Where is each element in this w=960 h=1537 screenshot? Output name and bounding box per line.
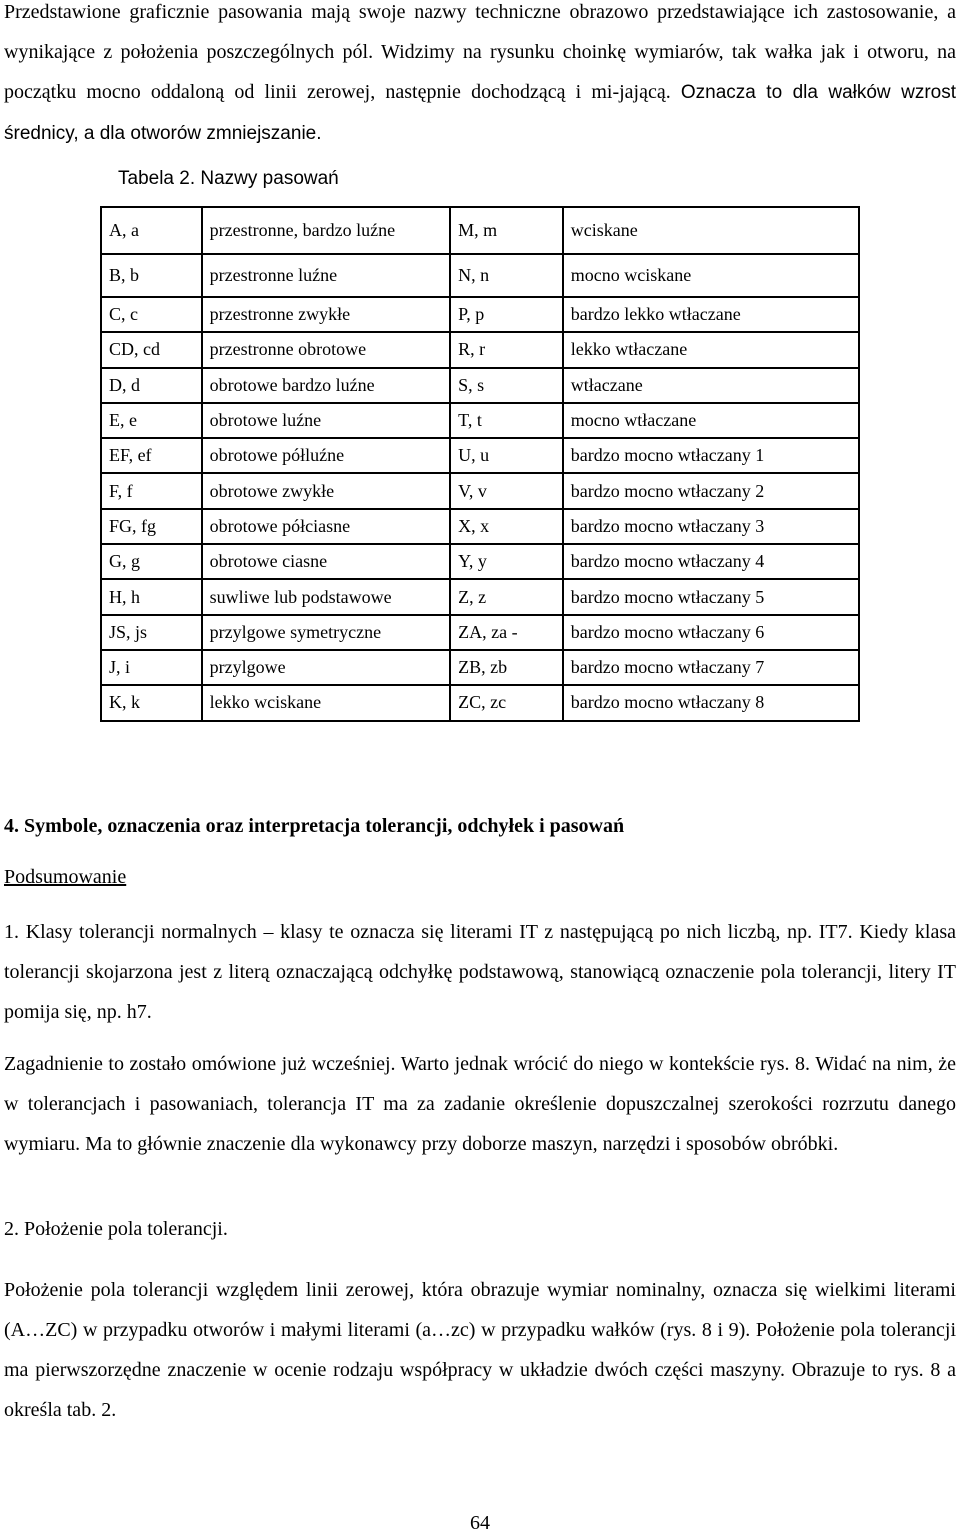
hole-symbol-cell: B, b [101, 254, 202, 297]
hole-fit-name-cell: przylgowe [202, 650, 451, 685]
shaft-symbol-cell: U, u [450, 438, 563, 473]
hole-fit-name-cell: obrotowe bardzo luźne [202, 368, 451, 403]
intro-text: Przedstawione graficznie pasowania mają swoje nazwy techniczne obrazowo przedstawiające ich zastosowanie, a wynikające z położenia poszczególnych pól. Widzimy na rysunku choinkę wymiarów, tak wałka jak i otworu, na początku mocno oddaloną od linii zerowej, następnie dochodzącą i mi-jającą. [4, 1, 956, 103]
page-number: 64 [470, 1512, 490, 1534]
shaft-symbol-cell: X, x [450, 509, 563, 544]
table-row [101, 207, 859, 254]
hole-symbol-cell: E, e [101, 403, 202, 438]
hole-fit-name-cell: obrotowe ciasne [202, 544, 451, 579]
hole-symbol-cell: H, h [101, 579, 202, 614]
hole-symbol-cell: F, f [101, 473, 202, 508]
hole-symbol-cell: C, c [101, 297, 202, 332]
hole-fit-name-cell: przestronne, bardzo luźne [202, 207, 451, 254]
shaft-fit-name-cell: mocno wtłaczane [563, 403, 859, 438]
shaft-fit-name-cell: mocno wciskane [563, 254, 859, 297]
shaft-fit-name-cell: bardzo mocno wtłaczany 5 [563, 579, 859, 614]
paragraph-tolerance-width: Zagadnienie to zostało omówione już wcześniej. Warto jednak wrócić do niego w kontekście rys. 8. Widać na nim, że w tolerancjach i pasowaniach, tolerancja IT ma za zadanie określenie dopuszczalnej szerokości rozrzutu danego wymiaru. Ma to głównie znaczenie dla wykonawcy przy doborze maszyn, narzędzi i sposobów obróbki. [4, 1053, 956, 1155]
shaft-symbol-cell: ZC, zc [450, 685, 563, 720]
shaft-symbol-cell: Y, y [450, 544, 563, 579]
hole-symbol-cell: D, d [101, 368, 202, 403]
hole-symbol-cell: J, i [101, 650, 202, 685]
shaft-symbol-cell: ZB, zb [450, 650, 563, 685]
hole-symbol-cell: FG, fg [101, 509, 202, 544]
table-row [101, 438, 859, 473]
table-row [101, 544, 859, 579]
table-row [101, 297, 859, 332]
fits-table-body [101, 207, 859, 721]
hole-symbol-cell: CD, cd [101, 332, 202, 367]
table-caption: Tabela 2. Nazwy pasowań [118, 168, 339, 189]
table-row [101, 368, 859, 403]
shaft-fit-name-cell: bardzo mocno wtłaczany 4 [563, 544, 859, 579]
shaft-symbol-cell: Z, z [450, 579, 563, 614]
hole-fit-name-cell: obrotowe luźne [202, 403, 451, 438]
hole-fit-name-cell: przestronne obrotowe [202, 332, 451, 367]
table-row [101, 509, 859, 544]
shaft-fit-name-cell: bardzo mocno wtłaczany 6 [563, 615, 859, 650]
shaft-symbol-cell: P, p [450, 297, 563, 332]
table-row [101, 332, 859, 367]
section-subheading: Podsumowanie [4, 866, 127, 888]
shaft-fit-name-cell: wciskane [563, 207, 859, 254]
intro-text-sans: Oznacza to dla wałków wzrost średnicy, a dla otworów zmniejszanie. [4, 82, 956, 144]
shaft-fit-name-cell: lekko wtłaczane [563, 332, 859, 367]
shaft-fit-name-cell: bardzo mocno wtłaczany 2 [563, 473, 859, 508]
hole-fit-name-cell: obrotowe półluźne [202, 438, 451, 473]
hole-fit-name-cell: przylgowe symetryczne [202, 615, 451, 650]
hole-fit-name-cell: lekko wciskane [202, 685, 451, 720]
shaft-symbol-cell: M, m [450, 207, 563, 254]
hole-fit-name-cell: suwliwe lub podstawowe [202, 579, 451, 614]
hole-fit-name-cell: obrotowe zwykłe [202, 473, 451, 508]
hole-symbol-cell: K, k [101, 685, 202, 720]
shaft-symbol-cell: ZA, za - [450, 615, 563, 650]
shaft-fit-name-cell: bardzo lekko wtłaczane [563, 297, 859, 332]
shaft-fit-name-cell: wtłaczane [563, 368, 859, 403]
paragraph-tolerance-position-title: 2. Położenie pola tolerancji. [4, 1218, 228, 1240]
shaft-fit-name-cell: bardzo mocno wtłaczany 3 [563, 509, 859, 544]
table-row [101, 615, 859, 650]
table-row [101, 650, 859, 685]
fits-names-table [100, 206, 860, 722]
shaft-symbol-cell: N, n [450, 254, 563, 297]
shaft-fit-name-cell: bardzo mocno wtłaczany 7 [563, 650, 859, 685]
hole-fit-name-cell: przestronne zwykłe [202, 297, 451, 332]
table-row [101, 473, 859, 508]
table-row [101, 254, 859, 297]
shaft-fit-name-cell: bardzo mocno wtłaczany 8 [563, 685, 859, 720]
hole-fit-name-cell: przestronne luźne [202, 254, 451, 297]
hole-fit-name-cell: obrotowe półciasne [202, 509, 451, 544]
table-row [101, 579, 859, 614]
shaft-fit-name-cell: bardzo mocno wtłaczany 1 [563, 438, 859, 473]
shaft-symbol-cell: V, v [450, 473, 563, 508]
hole-symbol-cell: EF, ef [101, 438, 202, 473]
shaft-symbol-cell: R, r [450, 332, 563, 367]
shaft-symbol-cell: T, t [450, 403, 563, 438]
paragraph-tolerance-classes: 1. Klasy tolerancji normalnych – klasy te oznacza się literami IT z następującą po nich liczbą, np. IT7. Kiedy klasa tolerancji skojarzona jest z literą oznaczającą odchyłkę podstawową, stanowiącą oznaczenie pola tolerancji, litery IT pomija się, np. h7. [4, 921, 956, 1023]
table-row [101, 403, 859, 438]
hole-symbol-cell: A, a [101, 207, 202, 254]
shaft-symbol-cell: S, s [450, 368, 563, 403]
table-row [101, 685, 859, 720]
section-heading: 4. Symbole, oznaczenia oraz interpretacja tolerancji, odchyłek i pasowań [4, 815, 625, 837]
hole-symbol-cell: JS, js [101, 615, 202, 650]
intro-paragraph [4, 0, 956, 154]
paragraph-tolerance-position: Położenie pola tolerancji względem linii zerowej, która obrazuje wymiar nominalny, oznacza się wielkimi literami (A…ZC) w przypadku otworów i małymi literami (a…zc) w przypadku wałków (rys. 8 i 9). Położenie pola tolerancji ma pierwszorzędne znaczenie w ocenie rodzaju współpracy w układzie dwóch części maszyny. Obrazuje to rys. 8 a określa tab. 2. [4, 1279, 956, 1421]
hole-symbol-cell: G, g [101, 544, 202, 579]
